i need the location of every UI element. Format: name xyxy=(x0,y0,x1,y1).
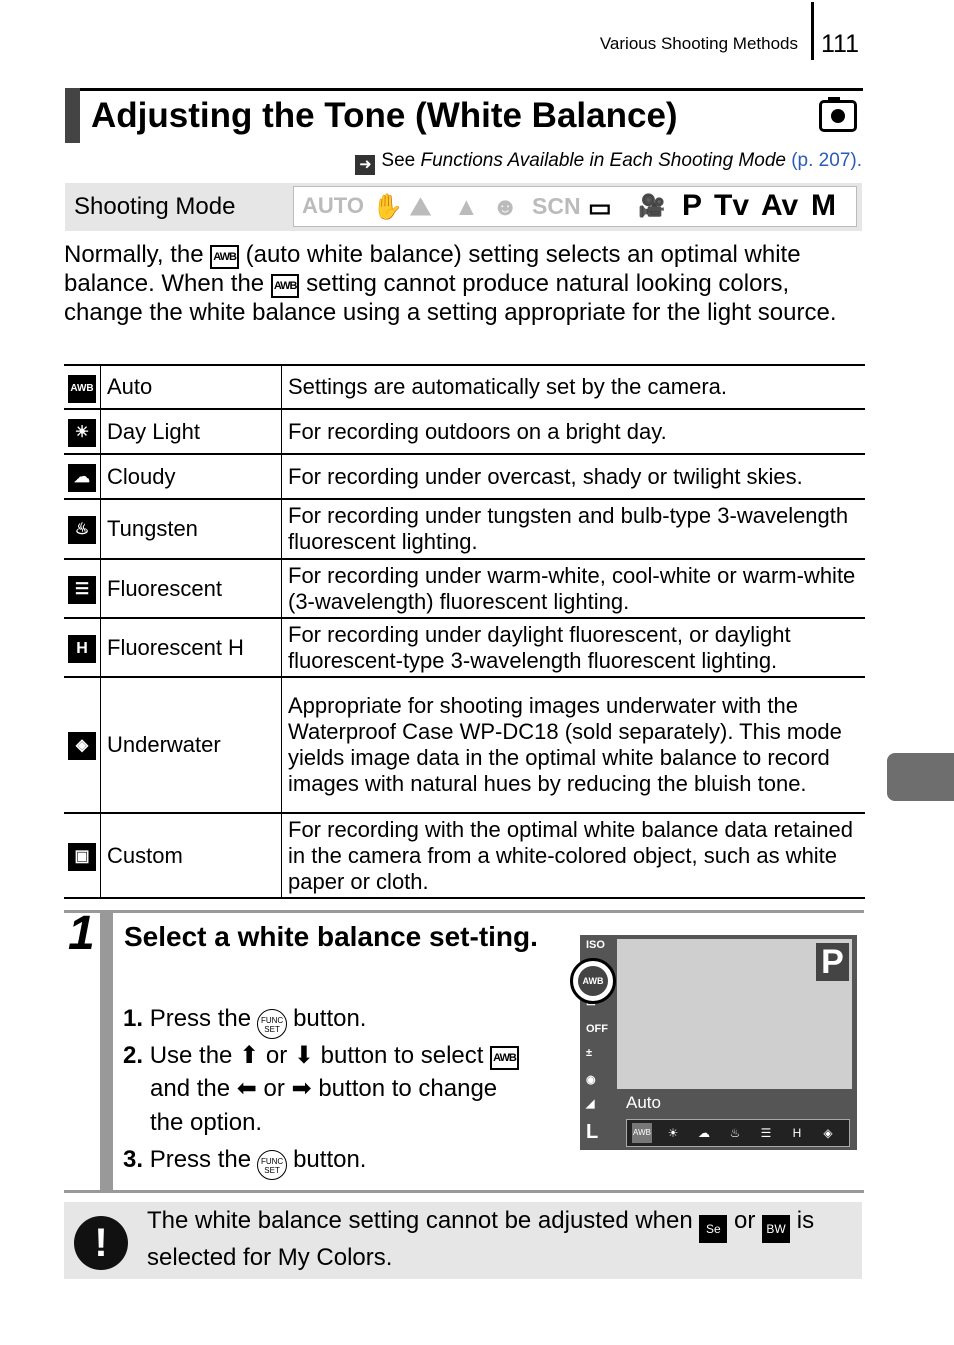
see-prefix: See xyxy=(381,150,421,171)
wb-desc: For recording under daylight fluorescent, or daylight fluorescent-type 3-wavelength fluorescent lighting. xyxy=(282,618,866,677)
lcd-flash-off-icon: OFF xyxy=(586,1023,608,1035)
page-number: 111 xyxy=(821,30,860,58)
lcd-preview xyxy=(617,939,852,1089)
table-row xyxy=(64,365,865,409)
wb-desc: Appropriate for shooting images underwater with the Waterproof Case WP-DC18 (sold separately). This mode yields image data in the optimal white balance to record images with natural hues by reducing the bluish tone. xyxy=(282,677,866,813)
lcd-metering-icon: ◉ xyxy=(586,1074,596,1086)
daylight-icon: ☀ xyxy=(68,419,96,447)
step-number: 1 xyxy=(68,907,95,960)
sepia-icon: Se xyxy=(699,1215,727,1243)
custom-icon: ▣ xyxy=(68,843,96,871)
lcd-awb-icon: AWB xyxy=(578,966,608,996)
wb-desc: For recording with the optimal white balance data retained in the camera from a white-colored object, such as white paper or cloth. xyxy=(282,813,866,898)
table-row xyxy=(64,499,865,559)
caution-text-3: is selected for My Colors. xyxy=(147,1207,815,1271)
lcd-wb-strip xyxy=(626,1119,850,1147)
mode-hand-icon: ✋ xyxy=(372,193,404,221)
camera-lcd-screenshot xyxy=(580,935,857,1150)
white-balance-table xyxy=(64,364,865,899)
instruction-text: and the xyxy=(150,1075,231,1102)
awb-icon: AWB xyxy=(271,274,300,298)
section-title: Various Shooting Methods xyxy=(599,34,798,53)
wb-name: Fluorescent xyxy=(101,559,282,618)
caution-text-2: or xyxy=(727,1207,763,1234)
arrow-left-icon: ⬅ xyxy=(236,1075,257,1102)
mode-movie-icon: 🎥 xyxy=(638,193,666,218)
table-row xyxy=(64,677,865,813)
mode-av-icon: Av xyxy=(761,189,799,222)
cloudy-icon: ☁ xyxy=(68,464,96,492)
awb-icon: AWB xyxy=(490,1046,519,1070)
mode-kids-icon: ☻ xyxy=(492,193,519,221)
fluorescent-icon: ☰ xyxy=(68,576,96,604)
instruction-number: 3. xyxy=(123,1146,144,1173)
instruction-text: or xyxy=(263,1075,285,1102)
arrow-right-icon: ➡ xyxy=(291,1075,312,1102)
instruction-2-cont xyxy=(150,1072,570,1105)
instruction-text: button. xyxy=(293,1005,367,1032)
step-rule-bottom xyxy=(64,1190,864,1193)
arrow-right-icon: ➜ xyxy=(355,155,375,175)
instruction-2-end: the option. xyxy=(150,1109,263,1136)
instruction-text: Use the xyxy=(149,1042,233,1069)
title-rule xyxy=(65,88,863,91)
func-set-button-icon: FUNC SET xyxy=(257,1150,287,1180)
lcd-fluorescent-h-icon: H xyxy=(792,1126,802,1140)
lcd-iso-icon: ISO xyxy=(586,939,605,951)
lcd-cloudy-icon: ☁ xyxy=(698,1126,710,1140)
lcd-selected-label: Auto xyxy=(626,1093,661,1112)
wb-name: Tungsten xyxy=(101,499,282,559)
step-rule-top xyxy=(64,910,864,913)
shooting-mode-label: Shooting Mode xyxy=(74,193,236,220)
instruction-3 xyxy=(123,1143,568,1180)
camera-icon xyxy=(819,100,857,132)
mode-m-icon: M xyxy=(811,189,836,222)
awb-icon: AWB xyxy=(68,375,96,403)
title-accent xyxy=(65,88,80,143)
page-title: Adjusting the Tone (White Balance) xyxy=(91,96,678,135)
wb-name: Auto xyxy=(101,365,282,409)
instruction-1 xyxy=(123,1002,568,1039)
lcd-size-icon: L xyxy=(586,1121,599,1143)
instruction-text: Press the xyxy=(149,1146,252,1173)
wb-name: Day Light xyxy=(101,409,282,454)
lcd-selection-ring xyxy=(570,958,616,1004)
instruction-text: Press the xyxy=(149,1005,252,1032)
lcd-underwater-icon: ◈ xyxy=(823,1126,833,1140)
lcd-flash-comp-icon: ± xyxy=(586,1047,593,1059)
wb-desc: Settings are automatically set by the camera. xyxy=(282,365,866,409)
caution-text xyxy=(147,1206,847,1272)
lcd-awb-icon: AWB xyxy=(632,1123,652,1143)
lcd-compression-icon: ◢ xyxy=(586,1098,595,1110)
table-row xyxy=(64,618,865,677)
tungsten-icon: ♨ xyxy=(68,516,96,544)
instruction-text: button to select xyxy=(320,1042,484,1069)
instruction-text: button to change xyxy=(318,1075,498,1102)
chapter-tab xyxy=(887,753,954,801)
caution-box xyxy=(64,1202,862,1279)
page-title-bar xyxy=(65,88,863,143)
table-row xyxy=(64,813,865,898)
header-rule xyxy=(811,2,814,60)
fluorescent-h-icon: H xyxy=(68,635,96,663)
table-row xyxy=(64,409,865,454)
instruction-text: button. xyxy=(293,1146,367,1173)
table-row xyxy=(64,559,865,618)
wb-desc: For recording outdoors on a bright day. xyxy=(282,409,866,454)
lcd-mode-badge: P xyxy=(816,943,849,981)
func-set-button-icon: FUNC SET xyxy=(257,1009,287,1039)
lcd-fluorescent-icon: ☰ xyxy=(760,1126,772,1140)
wb-name: Underwater xyxy=(101,677,282,813)
wb-desc: For recording under tungsten and bulb-type 3-wavelength fluorescent lighting. xyxy=(282,499,866,559)
mode-portrait-icon: ▲ xyxy=(454,193,479,221)
mode-p-icon: P xyxy=(682,189,703,222)
intro-text-1: Normally, the xyxy=(64,241,211,268)
mode-tv-icon: Tv xyxy=(714,189,750,222)
intro-text-3: setting cannot produce natural looking colors, change the white balance using a setting appropriate for the light source. xyxy=(64,270,837,326)
wb-name: Fluorescent H xyxy=(101,618,282,677)
see-title: Functions Available in Each Shooting Mode xyxy=(420,150,786,171)
underwater-icon: ◈ xyxy=(68,732,96,760)
mode-landscape-icon: ⛰ xyxy=(410,193,432,221)
step-sidebar xyxy=(100,913,113,1191)
see-suffix: . xyxy=(856,150,862,171)
wb-name: Custom xyxy=(101,813,282,898)
page-link[interactable]: (p. 207) xyxy=(791,150,857,171)
table-row xyxy=(64,454,865,499)
arrow-down-icon: ⬇ xyxy=(293,1042,314,1069)
lcd-tungsten-icon: ♨ xyxy=(729,1126,741,1140)
instruction-number: 2. xyxy=(123,1042,144,1069)
wb-desc: For recording under overcast, shady or twilight skies. xyxy=(282,454,866,499)
instruction-number: 1. xyxy=(123,1005,144,1032)
mode-stitch-icon: ▭ xyxy=(588,194,612,222)
wb-name: Cloudy xyxy=(101,454,282,499)
caution-text-1: The white balance setting cannot be adjusted when xyxy=(147,1207,700,1234)
instruction-text: or xyxy=(265,1042,288,1069)
wb-desc: For recording under warm-white, cool-white or warm-white (3-wavelength) fluorescent lighting. xyxy=(282,559,866,618)
black-white-icon: BW xyxy=(762,1215,790,1243)
arrow-up-icon: ⬆ xyxy=(239,1042,260,1069)
see-reference xyxy=(355,150,862,175)
caution-icon: ! xyxy=(74,1216,128,1270)
shooting-mode-icons xyxy=(293,186,857,227)
step-heading: Select a white balance set-ting. xyxy=(124,921,538,952)
intro-text-2: (auto white balance) setting selects an optimal white balance. When the xyxy=(64,241,801,297)
instruction-2 xyxy=(123,1039,568,1072)
mode-scn-icon: SCN xyxy=(532,193,581,219)
awb-icon: AWB xyxy=(210,245,239,269)
mode-auto-icon: AUTO xyxy=(302,193,364,218)
intro-paragraph xyxy=(64,240,864,327)
lcd-daylight-icon: ☀ xyxy=(667,1126,679,1140)
shooting-mode-bar xyxy=(65,183,862,231)
